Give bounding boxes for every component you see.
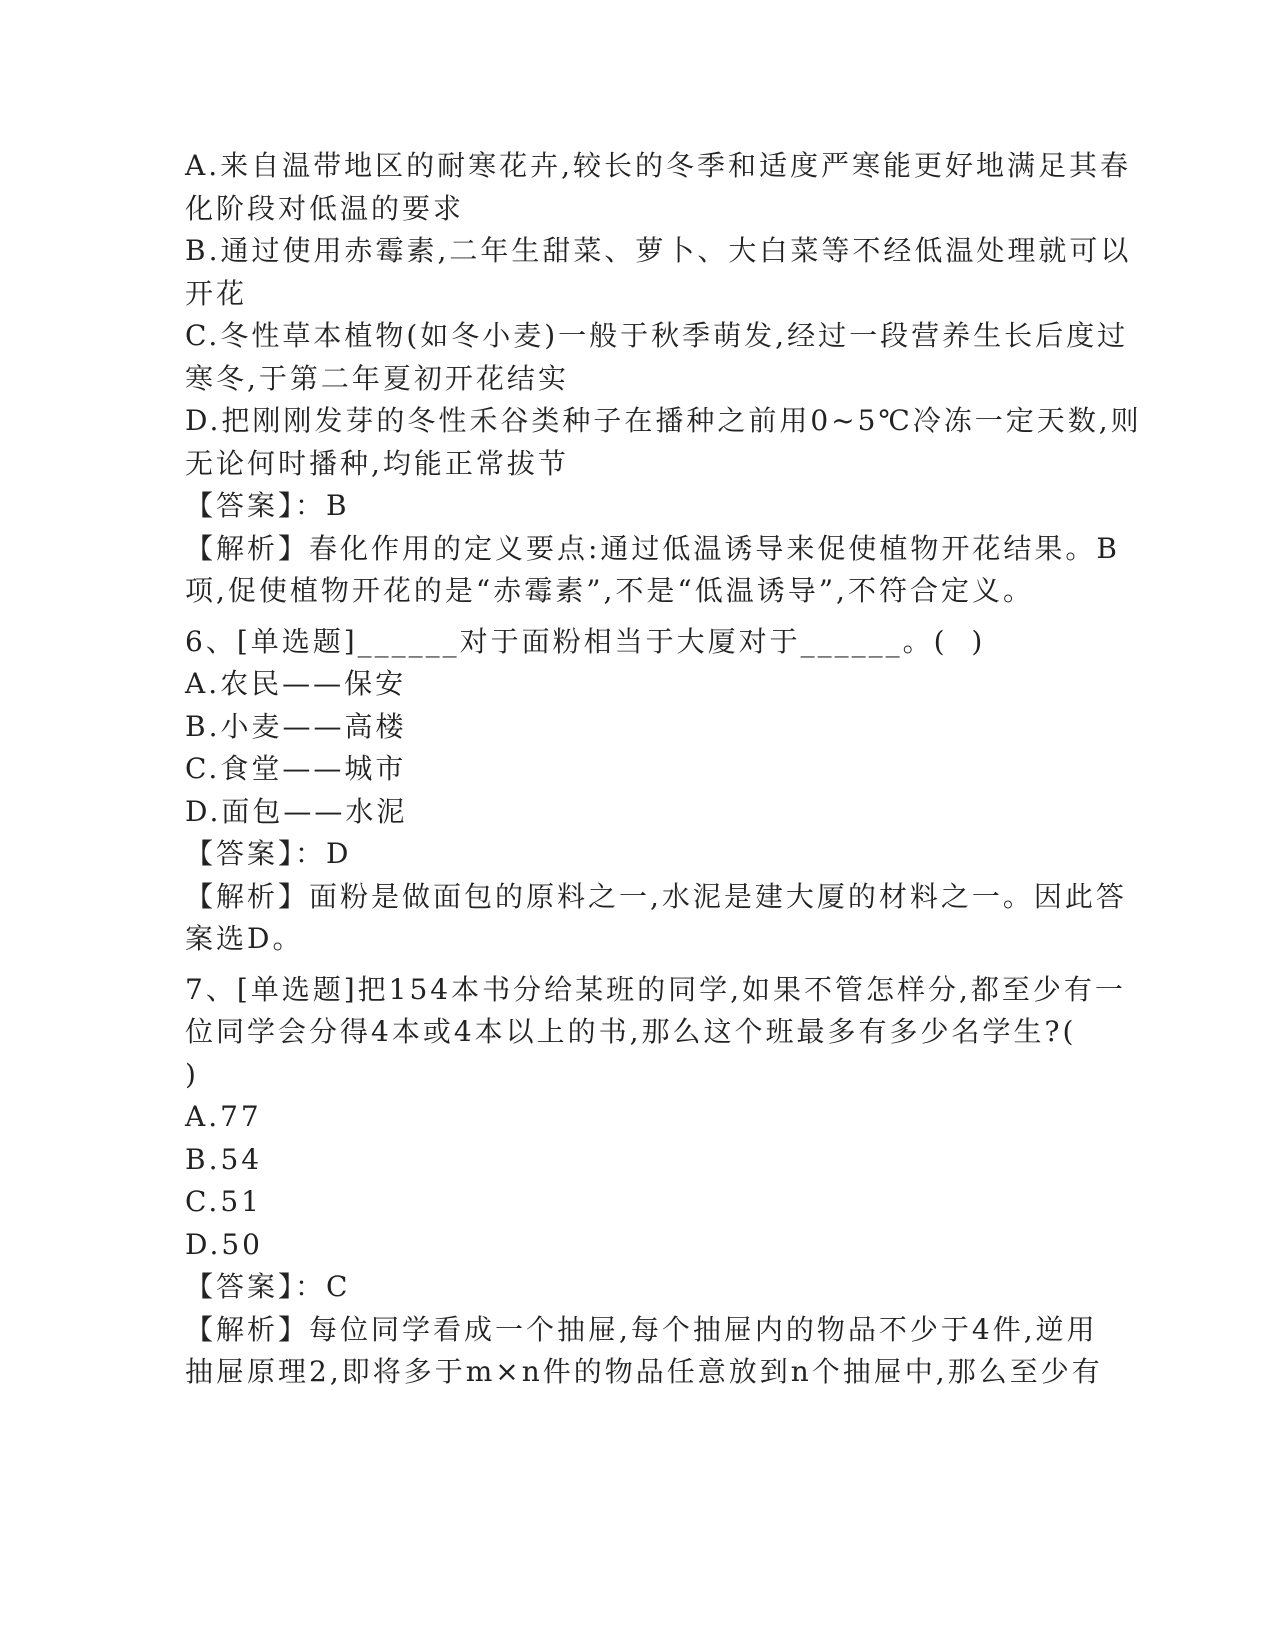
q7-analysis	[185, 1309, 1103, 1394]
q6-option-b: B.小麦——高楼	[185, 709, 407, 743]
q5-option-b	[185, 230, 1132, 315]
q6-analysis-line-2: 案选D。	[185, 922, 304, 955]
q7-option-a: A.77	[185, 1100, 262, 1133]
document-page	[185, 145, 1142, 1394]
q5-option-d	[185, 400, 1142, 485]
q5-option-a-line-1: A.来自温带地区的耐寒花卉,较长的冬季和适度严寒能更好地满足其春	[185, 149, 1132, 182]
q7-analysis-line-1: 【解析】每位同学看成一个抽屉,每个抽屉内的物品不少于4件,逆用	[185, 1312, 1098, 1346]
q5-option-a	[185, 145, 1132, 230]
q5-option-c-line-1: C.冬性草本植物(如冬小麦)一般于秋季萌发,经过一段营养生长后度过	[185, 319, 1129, 352]
q5-analysis-line-1: 【解析】春化作用的定义要点:通过低温诱导来促使植物开花结果。B	[185, 531, 1121, 565]
q6-question: 6、[单选题]______对于面粉相当于大厦对于______。( )	[185, 624, 986, 658]
q6-analysis	[185, 876, 1127, 961]
q7-answer: 【答案】：C	[185, 1270, 351, 1303]
q5-answer: 【答案】：B	[185, 489, 350, 522]
q6-option-c: C.食堂——城市	[185, 752, 407, 785]
q5-option-c-line-2: 寒冬,于第二年夏初开花结实	[185, 361, 569, 395]
q7-question-line-2: 位同学会分得4本或4本以上的书,那么这个班最多有多少名学生?(	[185, 1015, 1077, 1048]
q5-option-d-line-2: 无论何时播种,均能正常拔节	[185, 446, 569, 480]
q7-analysis-line-2: 抽屉原理2,即将多于m×n件的物品任意放到n个抽屉中,那么至少有	[185, 1355, 1103, 1388]
q5-option-b-line-2: 开花	[185, 276, 248, 310]
q5-analysis-line-2: 项,促使植物开花的是“赤霉素”,不是“低温诱导”,不符合定义。	[185, 574, 1034, 607]
q6-option-d: D.面包——水泥	[185, 794, 408, 828]
q5-option-b-line-1: B.通过使用赤霉素,二年生甜菜、萝卜、大白菜等不经低温处理就可以	[185, 234, 1132, 267]
q6-analysis-line-1: 【解析】面粉是做面包的原料之一,水泥是建大厦的材料之一。因此答	[185, 879, 1127, 913]
q7-option-c: C.51	[185, 1185, 262, 1218]
q7-question-line-1: 7、[单选题]把154本书分给某班的同学,如果不管怎样分,都至少有一	[185, 972, 1126, 1006]
q6-option-a: A.农民——保安	[185, 667, 407, 700]
q7-option-b: B.54	[185, 1142, 263, 1176]
q7-question	[185, 969, 1126, 1097]
q5-option-c	[185, 315, 1129, 400]
q7-option-d: D.50	[185, 1227, 263, 1261]
q6-answer: 【答案】：D	[185, 837, 352, 870]
q5-analysis	[185, 528, 1121, 613]
q5-option-a-line-2: 化阶段对低温的要求	[185, 191, 465, 225]
q5-option-d-line-1: D.把刚刚发芽的冬性禾谷类种子在播种之前用0~5℃冷冻一定天数,则	[185, 404, 1142, 437]
q7-question-line-3: )	[185, 1057, 199, 1091]
